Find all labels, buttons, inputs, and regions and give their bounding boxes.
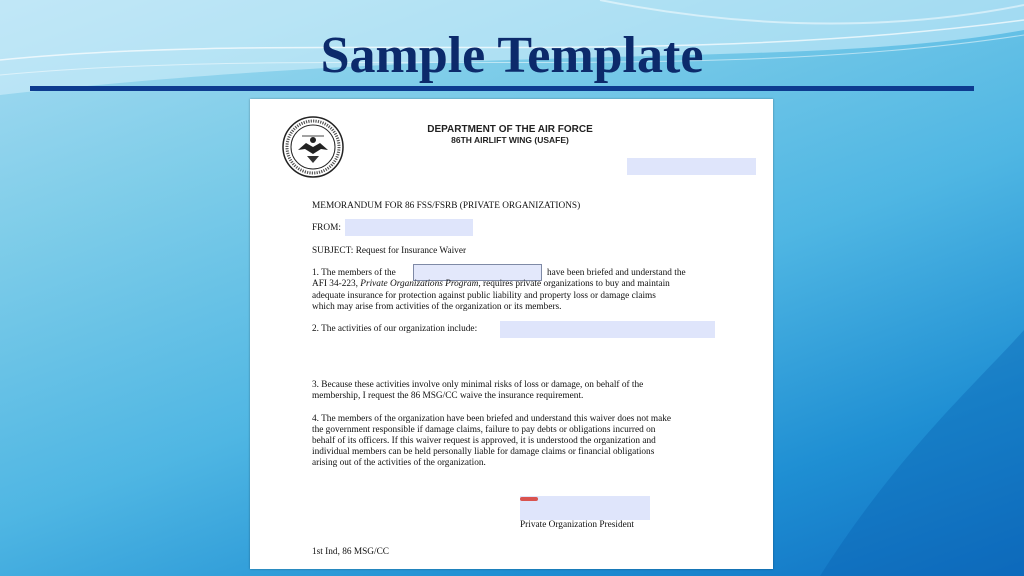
signature-title: Private Organization President — [520, 520, 634, 530]
header-department: DEPARTMENT OF THE AIR FORCE — [427, 124, 593, 135]
para3-line2: membership, I request the 86 MSG/CC waive the insurance requirement. — [312, 391, 584, 401]
from-label: FROM: — [312, 223, 341, 233]
para1-line3: adequate insurance for protection against public liability and property loss or damage claims — [312, 291, 656, 301]
date-field[interactable] — [627, 158, 756, 175]
para1-prefix: 1. The members of the — [312, 268, 396, 278]
subject-line: SUBJECT: Request for Insurance Waiver — [312, 246, 467, 256]
dod-seal-icon — [282, 116, 344, 178]
para2-text: 2. The activities of our organization include: — [312, 324, 478, 334]
activities-field[interactable] — [500, 321, 715, 338]
para4-line2: the government responsible if damage claims, failure to pay debts or obligations incurred on — [312, 425, 656, 435]
from-field[interactable] — [345, 219, 473, 236]
slide-title: Sample Template — [320, 27, 704, 84]
signature-field[interactable] — [520, 496, 650, 520]
header-unit: 86TH AIRLIFT WING (USAFE) — [451, 135, 569, 145]
para1-line4: which may arise from activities of the organization or its members. — [312, 302, 562, 312]
para1-line2: AFI 34-223, Private Organizations Program, requires private organizations to buy and maintain — [312, 279, 670, 289]
para3-line1: 3. Because these activities involve only minimal risks of loss or damage, on behalf of the — [312, 380, 644, 390]
para1-suffix: have been briefed and understand the — [547, 268, 686, 278]
para4-line3: behalf of its officers. If this waiver request is approved, it is understood the organization and — [312, 436, 656, 446]
para4-line1: 4. The members of the organization have been briefed and understand this waiver does not make — [312, 414, 672, 424]
signature-marker — [520, 497, 538, 501]
title-underline — [30, 86, 974, 91]
para4-line4: individual members can be held personally liable for damage claims or financial obligations — [312, 447, 655, 457]
endorsement-line: 1st Ind, 86 MSG/CC — [312, 547, 389, 557]
memo-for-line: MEMORANDUM FOR 86 FSS/FSRB (PRIVATE ORGANIZATIONS) — [312, 201, 581, 211]
memo-document — [250, 99, 773, 569]
para4-line5: arising out of the activities of the organization. — [312, 458, 486, 468]
